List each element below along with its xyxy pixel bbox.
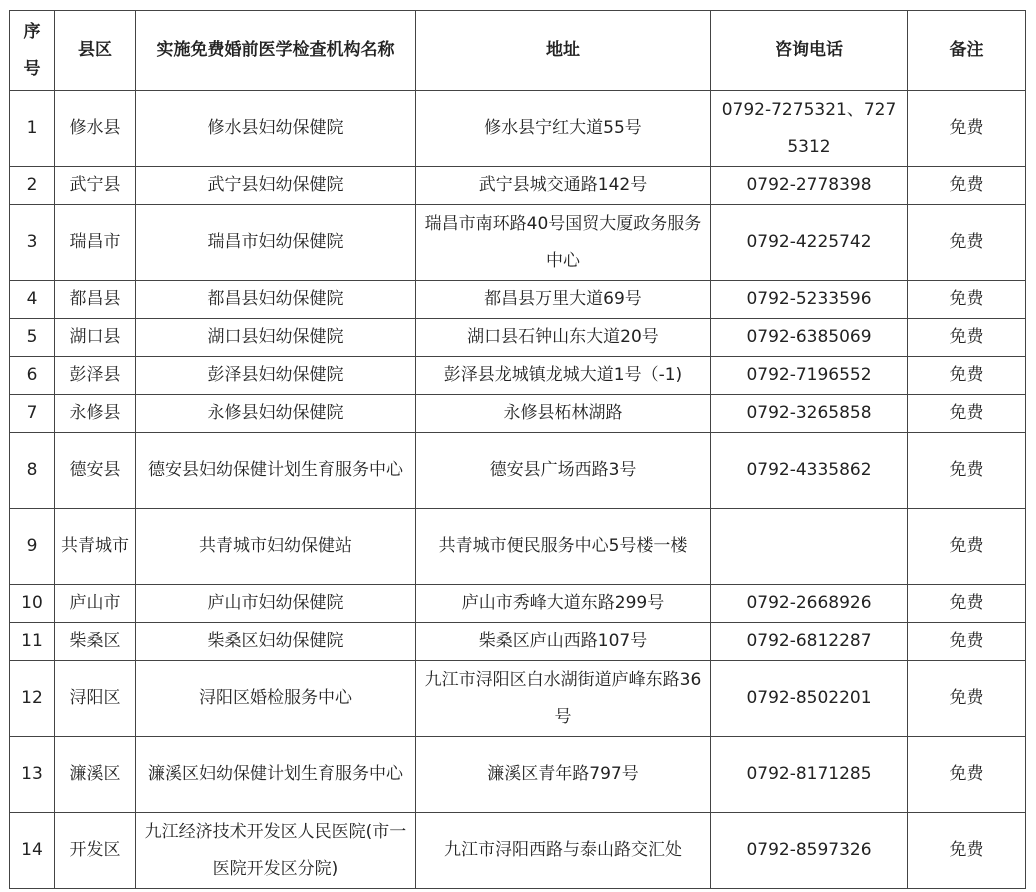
cell-county: 柴桑区	[55, 623, 136, 661]
cell-seq: 10	[10, 585, 55, 623]
header-phone: 咨询电话	[711, 11, 908, 91]
cell-county: 开发区	[55, 813, 136, 889]
cell-remark: 免费	[908, 205, 1026, 281]
cell-county: 都昌县	[55, 281, 136, 319]
header-address: 地址	[416, 11, 711, 91]
cell-county: 浔阳区	[55, 661, 136, 737]
cell-seq: 1	[10, 91, 55, 167]
cell-address: 永修县柘林湖路	[416, 395, 711, 433]
cell-seq: 9	[10, 509, 55, 585]
cell-address: 濂溪区青年路797号	[416, 737, 711, 813]
table-row	[10, 661, 1026, 737]
cell-phone: 0792-7275321、7275312	[711, 91, 908, 167]
cell-address: 湖口县石钟山东大道20号	[416, 319, 711, 357]
cell-phone: 0792-4335862	[711, 433, 908, 509]
cell-remark: 免费	[908, 585, 1026, 623]
cell-seq: 4	[10, 281, 55, 319]
cell-institution: 修水县妇幼保健院	[136, 91, 416, 167]
cell-remark: 免费	[908, 357, 1026, 395]
cell-remark: 免费	[908, 91, 1026, 167]
cell-address: 九江市浔阳区白水湖街道庐峰东路36号	[416, 661, 711, 737]
table-row	[10, 91, 1026, 167]
cell-seq: 2	[10, 167, 55, 205]
cell-institution: 武宁县妇幼保健院	[136, 167, 416, 205]
cell-seq: 11	[10, 623, 55, 661]
cell-phone: 0792-7196552	[711, 357, 908, 395]
cell-remark: 免费	[908, 813, 1026, 889]
cell-phone	[711, 509, 908, 585]
cell-phone: 0792-2668926	[711, 585, 908, 623]
cell-seq: 12	[10, 661, 55, 737]
cell-seq: 7	[10, 395, 55, 433]
cell-remark: 免费	[908, 509, 1026, 585]
cell-phone: 0792-5233596	[711, 281, 908, 319]
cell-county: 德安县	[55, 433, 136, 509]
cell-institution: 彭泽县妇幼保健院	[136, 357, 416, 395]
table-row	[10, 357, 1026, 395]
cell-remark: 免费	[908, 737, 1026, 813]
cell-county: 共青城市	[55, 509, 136, 585]
cell-seq: 8	[10, 433, 55, 509]
header-seq: 序号	[10, 11, 55, 91]
header-remark: 备注	[908, 11, 1026, 91]
cell-phone: 0792-6812287	[711, 623, 908, 661]
cell-institution: 濂溪区妇幼保健计划生育服务中心	[136, 737, 416, 813]
cell-remark: 免费	[908, 623, 1026, 661]
cell-institution: 共青城市妇幼保健站	[136, 509, 416, 585]
cell-institution: 柴桑区妇幼保健院	[136, 623, 416, 661]
table-row	[10, 737, 1026, 813]
cell-county: 武宁县	[55, 167, 136, 205]
cell-address: 共青城市便民服务中心5号楼一楼	[416, 509, 711, 585]
cell-phone: 0792-8171285	[711, 737, 908, 813]
table-row	[10, 585, 1026, 623]
cell-phone: 0792-8597326	[711, 813, 908, 889]
table-row	[10, 623, 1026, 661]
cell-county: 瑞昌市	[55, 205, 136, 281]
table-row	[10, 509, 1026, 585]
cell-phone: 0792-6385069	[711, 319, 908, 357]
cell-address: 柴桑区庐山西路107号	[416, 623, 711, 661]
cell-address: 德安县广场西路3号	[416, 433, 711, 509]
cell-county: 修水县	[55, 91, 136, 167]
cell-phone: 0792-8502201	[711, 661, 908, 737]
cell-address: 武宁县城交通路142号	[416, 167, 711, 205]
cell-county: 湖口县	[55, 319, 136, 357]
cell-institution: 九江经济技术开发区人民医院(市一医院开发区分院)	[136, 813, 416, 889]
cell-seq: 14	[10, 813, 55, 889]
cell-institution: 德安县妇幼保健计划生育服务中心	[136, 433, 416, 509]
cell-address: 庐山市秀峰大道东路299号	[416, 585, 711, 623]
institution-table	[9, 10, 1026, 889]
cell-address: 瑞昌市南环路40号国贸大厦政务服务中心	[416, 205, 711, 281]
cell-institution: 永修县妇幼保健院	[136, 395, 416, 433]
cell-institution: 浔阳区婚检服务中心	[136, 661, 416, 737]
header-county: 县区	[55, 11, 136, 91]
cell-remark: 免费	[908, 433, 1026, 509]
cell-address: 彭泽县龙城镇龙城大道1号（-1)	[416, 357, 711, 395]
cell-seq: 3	[10, 205, 55, 281]
table-row	[10, 205, 1026, 281]
cell-remark: 免费	[908, 395, 1026, 433]
cell-seq: 6	[10, 357, 55, 395]
table-row	[10, 281, 1026, 319]
cell-institution: 瑞昌市妇幼保健院	[136, 205, 416, 281]
cell-institution: 湖口县妇幼保健院	[136, 319, 416, 357]
table-row	[10, 167, 1026, 205]
cell-remark: 免费	[908, 661, 1026, 737]
cell-seq: 13	[10, 737, 55, 813]
cell-phone: 0792-4225742	[711, 205, 908, 281]
cell-county: 庐山市	[55, 585, 136, 623]
table-row	[10, 395, 1026, 433]
cell-county: 彭泽县	[55, 357, 136, 395]
header-row	[10, 11, 1026, 91]
cell-address: 修水县宁红大道55号	[416, 91, 711, 167]
cell-address: 都昌县万里大道69号	[416, 281, 711, 319]
table-row	[10, 813, 1026, 889]
cell-remark: 免费	[908, 167, 1026, 205]
cell-institution: 庐山市妇幼保健院	[136, 585, 416, 623]
cell-phone: 0792-2778398	[711, 167, 908, 205]
cell-phone: 0792-3265858	[711, 395, 908, 433]
cell-address: 九江市浔阳西路与泰山路交汇处	[416, 813, 711, 889]
table-row	[10, 319, 1026, 357]
cell-county: 濂溪区	[55, 737, 136, 813]
cell-remark: 免费	[908, 281, 1026, 319]
table-row	[10, 433, 1026, 509]
cell-seq: 5	[10, 319, 55, 357]
cell-remark: 免费	[908, 319, 1026, 357]
header-institution: 实施免费婚前医学检查机构名称	[136, 11, 416, 91]
cell-institution: 都昌县妇幼保健院	[136, 281, 416, 319]
cell-county: 永修县	[55, 395, 136, 433]
